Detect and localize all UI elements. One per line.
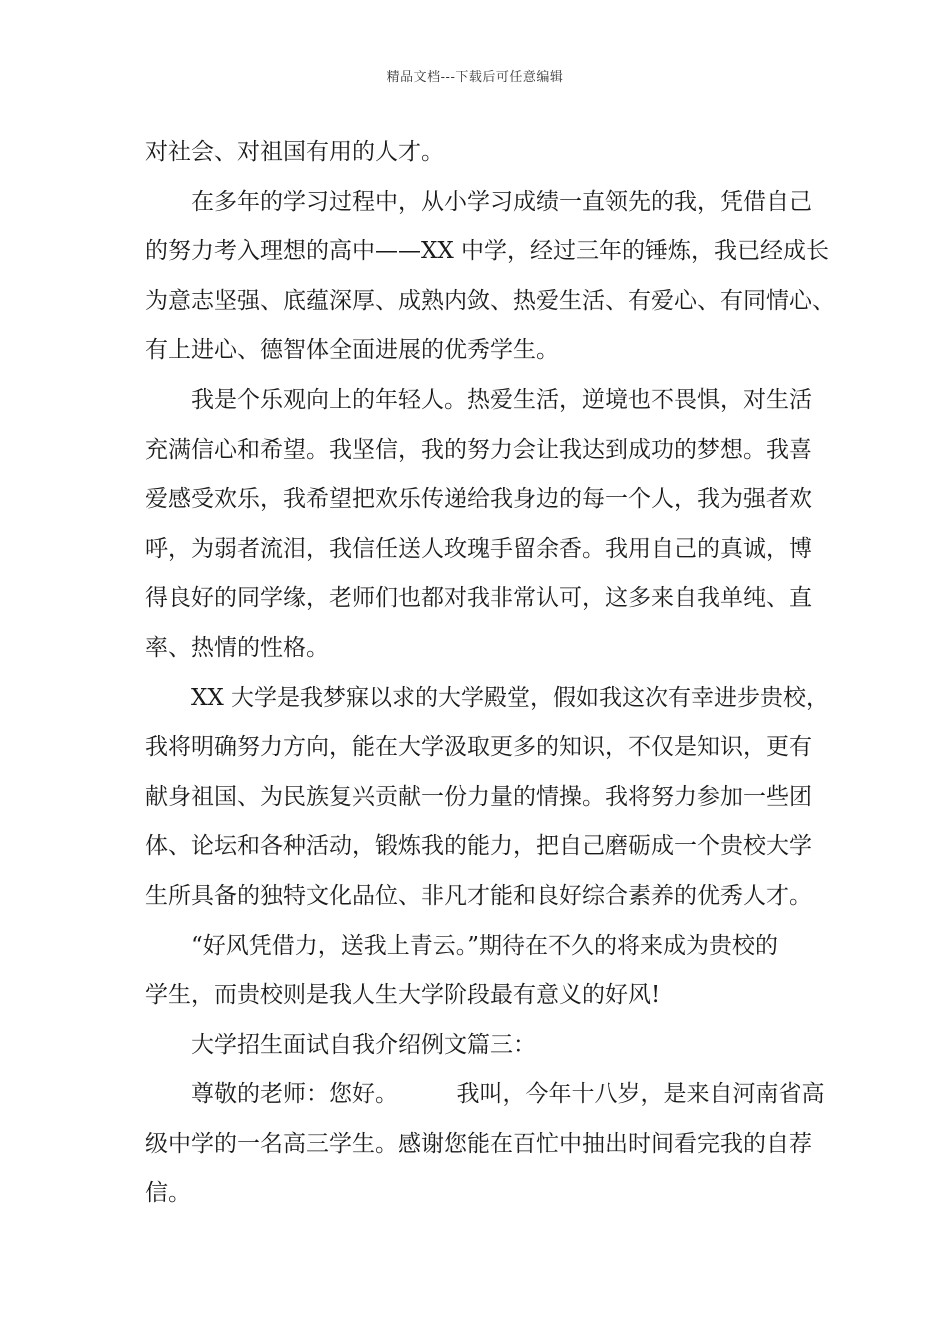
text-line: XX 大学是我梦寐以求的大学殿堂，假如我这次有幸进步贵校， <box>191 684 830 711</box>
text-line: 生所具备的独特文化品位、非凡才能和良好综合素养的优秀人才。 <box>145 882 812 909</box>
text-line: 尊敬的老师：您好。 我叫，今年十八岁，是来自河南省高 <box>191 1081 825 1108</box>
text-line: 献身祖国、为民族复兴贡献一份力量的情操。我将努力参加一些团 <box>145 783 812 810</box>
text-line: 为意志坚强、底蕴深厚、成熟内敛、热爱生活、有爱心、有同情心、 <box>145 287 835 314</box>
text-line: 的努力考入理想的高中——XX 中学，经过三年的锤炼，我已经成长 <box>145 238 830 265</box>
text-line: 对社会、对祖国有用的人才。 <box>145 139 444 165</box>
text-line: 学生，而贵校则是我人生大学阶段最有意义的好风! <box>145 982 661 1009</box>
text-line: 得良好的同学缘，老师们也都对我非常认可，这多来自我单纯、直 <box>145 585 812 612</box>
text-line: 信。 <box>145 1180 191 1207</box>
page-header: 精品文档---下载后可任意编辑 <box>386 70 564 85</box>
text-line: 我将明确努力方向，能在大学汲取更多的知识，不仅是知识，更有 <box>145 734 812 761</box>
text-line: 充满信心和希望。我坚信，我的努力会让我达到成功的梦想。我喜 <box>145 436 812 463</box>
text-line: 呼，为弱者流泪，我信任送人玫瑰手留余香。我用自己的真诚，博 <box>145 535 812 562</box>
text-line: “好风凭借力，送我上青云。”期待在不久的将来成为贵校的 <box>191 932 779 959</box>
text-line: 我是个乐观向上的年轻人。热爱生活，逆境也不畏惧，对生活 <box>191 386 812 413</box>
text-line: 体、论坛和各种活动，锻炼我的能力，把自己磨砺成一个贵校大学 <box>145 833 812 860</box>
document-body <box>145 128 835 1219</box>
text-line: 级中学的一名高三学生。感谢您能在百忙中抽出时间看完我的自荐 <box>145 1130 812 1157</box>
text-line: 有上进心、德智体全面进展的优秀学生。 <box>145 337 559 364</box>
text-line: 爱感受欢乐，我希望把欢乐传递给我身边的每一个人，我为强者欢 <box>145 486 812 513</box>
text-line: 大学招生面试自我介绍例文篇三： <box>191 1031 536 1058</box>
text-line: 率、热情的性格。 <box>145 634 329 661</box>
text-line: 在多年的学习过程中，从小学习成绩一直领先的我，凭借自己 <box>191 188 812 215</box>
